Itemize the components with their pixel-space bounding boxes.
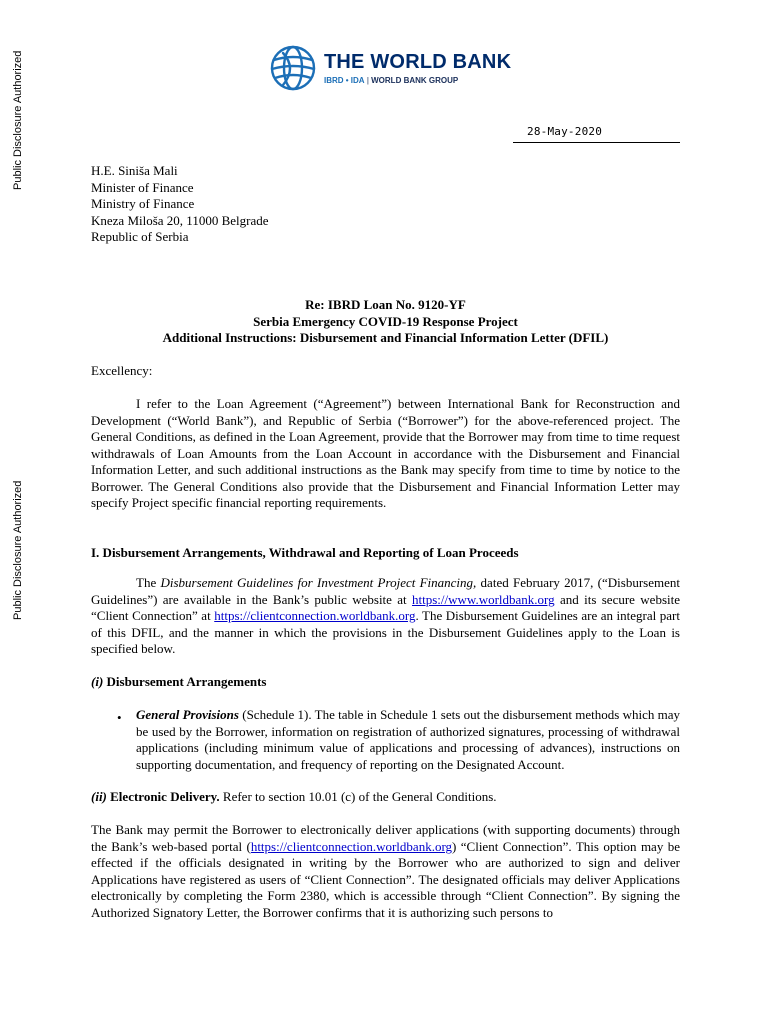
text-run: (Schedule 1). The table in Schedule 1 sets out the disbursement methods which may be used by the Borrower, information on registration of authorized signatures, processing of withdrawal applications (including minimum value of applications and processing of advances), instructions on supporting documentation, and frequency of reporting on the Designated Account. — [136, 707, 681, 772]
guidelines-paragraph — [91, 575, 680, 658]
subsection-label: (ii) — [91, 789, 107, 804]
subsection-title: Disbursement Arrangements — [103, 674, 267, 689]
text-run: . The Disbursement Guidelines are an integral part of this DFIL, and the manner in which the provisions in the Disbursement Guidelines apply to the Loan is specified below. — [91, 608, 680, 656]
general-provisions-item — [136, 707, 680, 773]
text-run: and its secure website “Client Connection” at — [91, 591, 680, 623]
subsection-ii — [91, 789, 680, 806]
salutation: Excellency: — [91, 363, 153, 378]
section-1-heading: I. Disbursement Arrangements, Withdrawal and Reporting of Loan Proceeds — [91, 545, 519, 560]
address-line: Republic of Serbia — [91, 229, 189, 244]
date-underline — [513, 142, 680, 143]
text-run: ) “Client Connection”. This option may be effected if the officials designated in writing by the Borrower who are authorized to sign and deliver Applications have registered as users of “Client Connection”. The designated officials may deliver Applications electronically by completing the Form 2380, which is accessible through “Client Connection”. By signing the Authorized Signatory Letter, the Borrower confirms that it is authorizing such persons to — [91, 838, 680, 920]
subject-line: Additional Instructions: Disbursement and Financial Information Letter (DFIL) — [162, 330, 609, 345]
logo-group: WORLD BANK GROUP — [371, 75, 459, 85]
logo-ibrd-ida: IBRD • IDA — [324, 75, 365, 85]
logo-title: THE WORLD BANK — [324, 50, 512, 73]
globe-icon — [269, 44, 317, 92]
electronic-delivery-paragraph — [91, 822, 680, 921]
subject-line: Serbia Emergency COVID-19 Response Project — [253, 313, 518, 329]
subsection-i-heading — [91, 674, 680, 691]
text-run: The Bank may permit the Borrower to electronically deliver applications (with supporting documents) through the Bank’s web-based portal ( — [91, 822, 680, 854]
subsection-label: (i) — [91, 674, 104, 689]
text-run: Refer to section 10.01 (c) of the General Conditions. — [219, 789, 497, 804]
text-run: dated February 2017, (“Disbursement Guidelines”) are available in the Bank’s public website at — [91, 575, 680, 607]
bullet-icon: • — [117, 710, 122, 725]
address-line: Kneza Miloša 20, 11000 Belgrade — [91, 212, 269, 228]
address-line: Minister of Finance — [91, 179, 194, 195]
subject-block — [91, 297, 680, 347]
client-connection-link[interactable]: https://clientconnection.worldbank.org — [214, 608, 416, 623]
disclosure-label-bottom: Public Disclosure Authorized — [12, 480, 24, 620]
general-provisions-title: General Provisions — [136, 707, 239, 722]
logo-separator: | — [366, 75, 369, 85]
subject-line: Re: IBRD Loan No. 9120-YF — [305, 297, 466, 312]
recipient-address — [91, 163, 269, 246]
intro-paragraph: I refer to the Loan Agreement (“Agreement”) between International Bank for Reconstruction and Development (“World Bank”), and Republic of Serbia (“Borrower”) for the above-referenced project. The General Conditions, as defined in the Loan Agreement, provide that the Borrower may from time to time request withdrawals of Loan Amounts from the Loan Account in accordance with the Disbursement and Financial Information Letter, and such additional instructions as the Bank may specify from time to time by notice to the Borrower. The General Conditions also provide that the Disbursement and Financial Information Letter may specify Project specific financial reporting requirements. — [91, 396, 680, 510]
letter-date: 28-May-2020 — [527, 125, 603, 138]
subsection-title: Electronic Delivery. — [106, 789, 220, 804]
disclosure-label-top: Public Disclosure Authorized — [12, 50, 24, 190]
world-bank-logo — [269, 44, 511, 92]
address-line: Ministry of Finance — [91, 196, 195, 211]
logo-subtitle — [324, 76, 511, 86]
client-connection-link[interactable]: https://clientconnection.worldbank.org — [250, 838, 453, 854]
guidelines-title: Disbursement Guidelines for Investment Project Financing, — [160, 575, 477, 590]
address-line: H.E. Siniša Mali — [91, 163, 178, 178]
worldbank-link[interactable]: https://www.worldbank.org — [412, 591, 555, 607]
text-run: The — [136, 575, 161, 590]
